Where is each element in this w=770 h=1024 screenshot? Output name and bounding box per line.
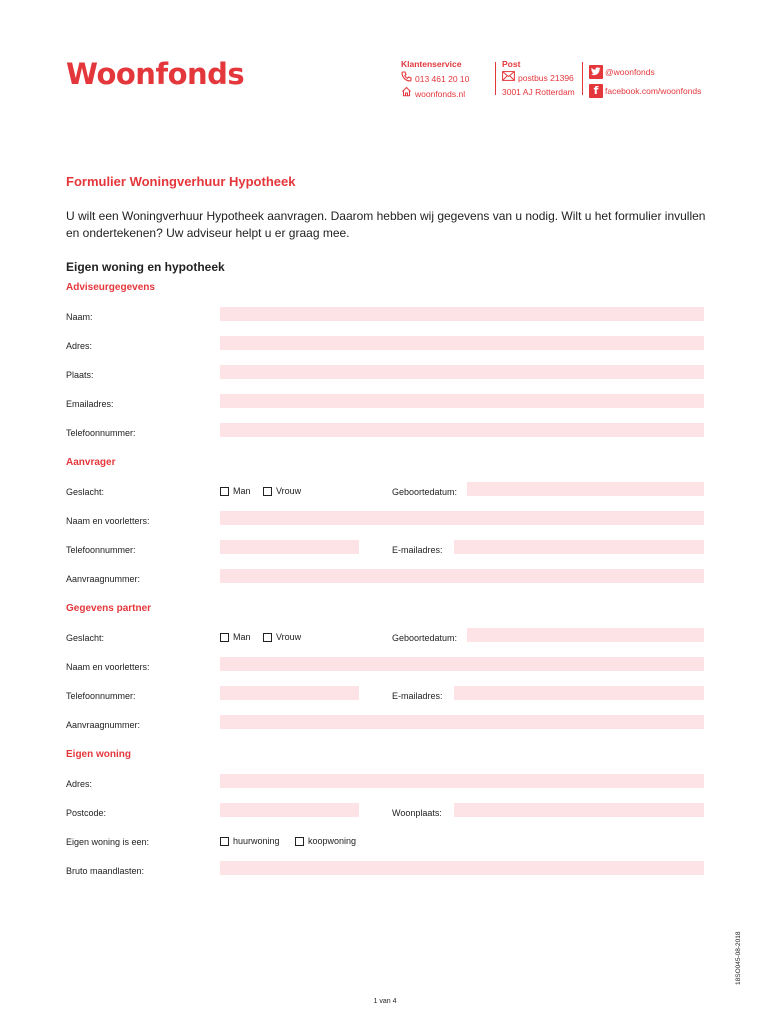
aanvrager-geslacht-label: Geslacht: [66, 487, 105, 497]
website-link[interactable]: woonfonds.nl [415, 88, 466, 99]
aanvrager-naam-label: Naam en voorletters: [66, 516, 150, 526]
aanvrager-telefoon-label: Telefoonnummer: [66, 545, 136, 555]
klantenservice-title: Klantenservice [401, 59, 462, 69]
aanvrager-geboortedatum-field[interactable] [467, 482, 704, 496]
checkbox-box[interactable] [220, 837, 229, 846]
adviseur-email-label: Emailadres: [66, 399, 114, 409]
partner-geslacht-label: Geslacht: [66, 633, 105, 643]
woning-heading: Eigen woning [66, 749, 131, 760]
twitter-handle[interactable]: @woonfonds [605, 66, 655, 77]
aanvrager-naam-field[interactable] [220, 511, 704, 525]
bruto-maandlasten-label: Bruto maandlasten: [66, 866, 145, 876]
partner-email-field[interactable] [454, 686, 704, 700]
aanvrager-email-label: E-mailadres: [392, 545, 443, 555]
document-code: 18SO045-08-2018 [735, 931, 742, 985]
adviseur-email-field[interactable] [220, 394, 704, 408]
partner-heading: Gegevens partner [66, 603, 152, 614]
intro-text: U wilt een Woningverhuur Hypotheek aanvragen. Daarom hebben wij gegevens van u nodig. Wilt u het formulier invullen en ondertekenen? Uw adviseur helpt u er graag mee. [66, 209, 706, 240]
phone-icon [401, 71, 412, 86]
partner-geboortedatum-field[interactable] [467, 628, 704, 642]
woonfonds-logo: Woonfonds [66, 57, 245, 91]
facebook-link[interactable]: facebook.com/woonfonds [605, 85, 702, 96]
partner-aanvraagnummer-field[interactable] [220, 715, 704, 729]
postbus-text: postbus 21396 [518, 73, 574, 83]
aanvrager-vrouw-checkbox[interactable] [263, 486, 301, 496]
checkbox-label: huurwoning [233, 836, 280, 846]
aanvrager-telefoon-field[interactable] [220, 540, 359, 554]
checkbox-box[interactable] [220, 633, 229, 642]
partner-email-label: E-mailadres: [392, 691, 443, 701]
adviseur-adres-field[interactable] [220, 336, 704, 350]
partner-telefoon-field[interactable] [220, 686, 359, 700]
section-title: Eigen woning en hypotheek [66, 260, 225, 274]
adviseur-adres-label: Adres: [66, 341, 93, 351]
partner-naam-label: Naam en voorletters: [66, 662, 150, 672]
post-block [502, 57, 575, 99]
adviseur-plaats-field[interactable] [220, 365, 704, 379]
mail-icon [502, 71, 515, 85]
twitter-icon [589, 65, 603, 79]
adviseur-telefoon-label: Telefoonnummer: [66, 428, 136, 438]
social-block [589, 62, 701, 100]
checkbox-label: Vrouw [276, 486, 302, 496]
checkbox-box[interactable] [263, 633, 272, 642]
klantenservice-block [401, 57, 469, 101]
aanvrager-aanvraagnummer-field[interactable] [220, 569, 704, 583]
woning-type-label: Eigen woning is een: [66, 837, 150, 847]
checkbox-box[interactable] [295, 837, 304, 846]
header-divider [495, 62, 496, 95]
huurwoning-checkbox[interactable] [220, 836, 280, 846]
checkbox-box[interactable] [263, 487, 272, 496]
woning-woonplaats-label: Woonplaats: [392, 808, 442, 818]
partner-aanvraagnummer-label: Aanvraagnummer: [66, 720, 141, 730]
woning-adres-field[interactable] [220, 774, 704, 788]
adviseur-naam-label: Naam: [66, 312, 93, 322]
bruto-maandlasten-field[interactable] [220, 861, 704, 875]
woning-postcode-field[interactable] [220, 803, 359, 817]
page-number: 1 van 4 [373, 998, 397, 1005]
woning-postcode-label: Postcode: [66, 808, 107, 818]
home-icon [401, 86, 412, 101]
partner-vrouw-checkbox[interactable] [263, 632, 301, 642]
form-title: Formulier Woningverhuur Hypotheek [66, 174, 296, 189]
koopwoning-checkbox[interactable] [295, 836, 356, 846]
woning-adres-label: Adres: [66, 779, 93, 789]
checkbox-label: Vrouw [276, 632, 302, 642]
partner-man-checkbox[interactable] [220, 632, 251, 642]
aanvrager-man-checkbox[interactable] [220, 486, 251, 496]
partner-naam-field[interactable] [220, 657, 704, 671]
partner-telefoon-label: Telefoonnummer: [66, 691, 136, 701]
aanvrager-aanvraagnummer-label: Aanvraagnummer: [66, 574, 141, 584]
checkbox-label: Man [233, 632, 251, 642]
adviseur-plaats-label: Plaats: [66, 370, 94, 380]
post-title: Post [502, 59, 521, 69]
header-divider [582, 62, 583, 95]
adviseur-heading: Adviseurgegevens [66, 282, 155, 293]
partner-geboortedatum-label: Geboortedatum: [392, 633, 458, 643]
checkbox-label: Man [233, 486, 251, 496]
adviseur-naam-field[interactable] [220, 307, 704, 321]
adviseur-telefoon-field[interactable] [220, 423, 704, 437]
phone-number[interactable]: 013 461 20 10 [415, 73, 470, 84]
checkbox-label: koopwoning [308, 836, 357, 846]
checkbox-box[interactable] [220, 487, 229, 496]
woning-woonplaats-field[interactable] [454, 803, 704, 817]
aanvrager-email-field[interactable] [454, 540, 704, 554]
aanvrager-geboortedatum-label: Geboortedatum: [392, 487, 458, 497]
postal-city-text: 3001 AJ Rotterdam [502, 87, 575, 97]
aanvrager-heading: Aanvrager [66, 457, 116, 468]
facebook-icon: f [589, 84, 603, 98]
